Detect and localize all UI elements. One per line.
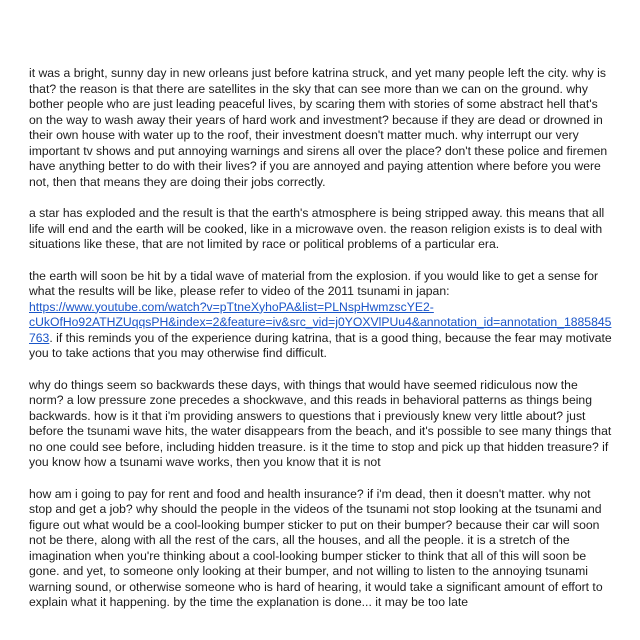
- paragraph-katrina: it was a bright, sunny day in new orleans just before katrina struck, and yet many people left the city. why is that? the reason is that there are satellites in the sky that can see more than we can on the ground. why bother people who are just leading peaceful lives, by scaring them with stories of some abstract hell that's on the way to wash away their years of hard work and investment? because if they are dead or drowned in their own house with water up to the roof, their investment doesn't matter much. why interrupt our very important tv shows and put annoying warnings and sirens all over the place? don't these police and firemen have anything better to do with their lives? if you are annoyed and paying attention where before you were not, then that means they are doing their jobs correctly.: [29, 66, 608, 189]
- paragraph-tidal-wave-intro: the earth will soon be hit by a tidal wave of material from the explosion. if you would like to get a sense for what the results will be like, please refer to video of the 2011 tsunami in japan:: [29, 268, 599, 298]
- youtube-video-link[interactable]: https://www.youtube.com/watch?v=pTtneXyhoPA&list=PLNspHwmzscYE2-cUkOfHo92ATHZUqqsPH&index=2&feature=iv&src_vid=j0YOXVlPUu4&annotation_id=annotation_1885845763: [29, 299, 612, 345]
- paragraph-tidal-wave: [29, 269, 612, 362]
- paragraph-backwards: why do things seem so backwards these days, with things that would have seemed ridiculous now the norm? a low pressure zone precedes a shockwave, and this reads in behavioral patterns as things being backwards. how is it that i'm providing answers to questions that i previously knew very little about? just before the tsunami wave hits, the water disappears from the beach, and it's possible to see many things that no one could see before, including hidden treasure. is it the time to stop and pick up that hidden treasure? if you know how a tsunami wave works, then you know that it is not: [29, 377, 612, 469]
- paragraph-rent-and-food: how am i going to pay for rent and food and health insurance? if i'm dead, then it doesn't matter. why not stop and get a job? why should the people in the videos of the tsunami not stop looking at the tsunami and figure out what would be a cool-looking bumper sticker to put on their bumper? because their car will soon not be there, along with all the rest of the cars, all the houses, and all the people. it is a stretch of the imagination when you're thinking about a cool-looking bumper sticker to think that all of this will soon be gone. and yet, to someone only looking at their bumper, and not willing to listen to the annoying tsunami warning sound, or otherwise someone who is hard of hearing, it would take a significant amount of effort to explain what it happening. by the time the explanation is done... it may be too late: [29, 486, 603, 609]
- paragraph-tidal-wave-outro: . if this reminds you of the experience during katrina, that is a good thing, because the fear may motivate you to take actions that you may otherwise find difficult.: [29, 330, 612, 360]
- paragraph-star-exploded: a star has exploded and the result is that the earth's atmosphere is being stripped away. this means that all life will end and the earth will be cooked, like in a microwave oven. the reason religion exists is to deal with situations like these, that are not limited by race or political problems of a particular era.: [29, 206, 605, 251]
